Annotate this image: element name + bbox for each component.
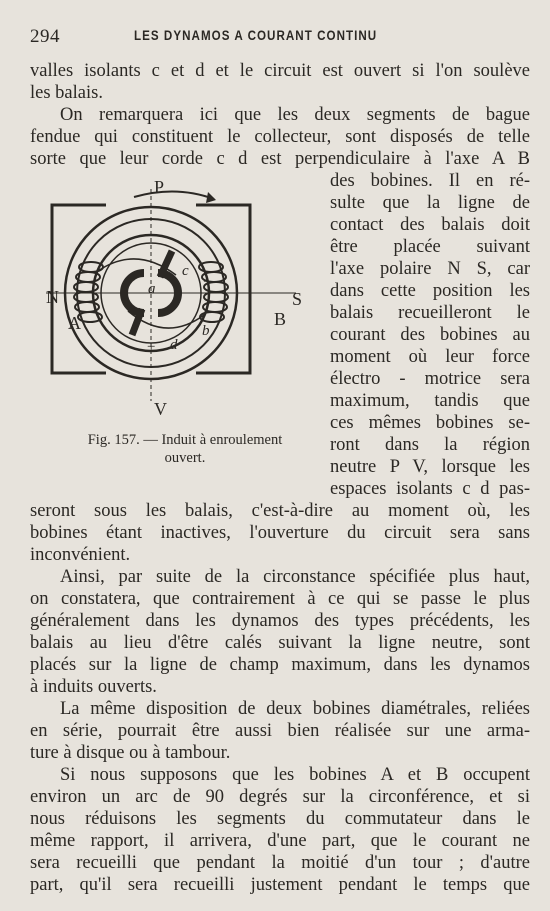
text-line: en série, pourrait être aussi bien réalisée sur une arma-	[30, 721, 530, 741]
label-c: c	[182, 263, 189, 279]
text-line: part, qu'il sera recueilli justement pendant le temps que	[30, 875, 530, 895]
text-line: dans cette position les	[330, 281, 530, 301]
running-title: LES DYNAMOS A COURANT CONTINU	[134, 28, 378, 43]
caption-line: Fig. 157. — Induit à enroulement	[87, 432, 283, 448]
text-line: balais recueilleront le	[330, 303, 530, 323]
text-line: maximum, tandis que	[330, 391, 530, 411]
text-line: espaces isolants c d pas-	[330, 479, 530, 499]
page-number: 294	[30, 26, 60, 47]
label-P: P	[154, 177, 165, 197]
label-b: b	[202, 323, 210, 339]
label-V: V	[154, 399, 167, 419]
label-d: d	[170, 337, 178, 353]
text-line: moment où leur force	[330, 347, 530, 367]
text-line: ront dans la région	[330, 435, 530, 455]
label-a: a	[148, 281, 156, 297]
text-line: bobines étant inactives, l'ouverture du circuit sera sans	[30, 523, 530, 543]
text-line: être placée suivant	[330, 237, 530, 257]
text-line: inconvénient.	[30, 545, 131, 565]
text-line: courant des bobines au	[330, 325, 530, 345]
text-line: On remarquera ici que les deux segments de bague	[60, 105, 530, 125]
text-line: fendue qui constituent le collecteur, sont disposés de telle	[30, 127, 530, 147]
text-line: neutre P V, lorsque les	[330, 457, 530, 477]
text-line: ces mêmes bobines se-	[330, 413, 530, 433]
text-line: La même disposition de deux bobines diamétrales, reliées	[60, 699, 530, 719]
caption-line: ouvert.	[164, 450, 206, 466]
text-line: des bobines. Il en ré-	[330, 171, 530, 191]
text-line: placés sur la ligne de champ maximum, dans les dynamos	[30, 655, 530, 675]
label-A: A	[68, 313, 81, 333]
label-plus: +	[146, 339, 157, 355]
text-line: environ un arc de 90 degrés sur la circonférence, et si	[30, 787, 530, 807]
text-line: électro - motrice sera	[330, 369, 530, 389]
text-line: même rapport, il arrivera, d'une part, que le courant ne	[30, 831, 530, 851]
text-line: seront sous les balais, c'est-à-dire au moment où, les	[30, 501, 530, 521]
text-line: Ainsi, par suite de la circonstance spécifiée plus haut,	[60, 567, 530, 587]
label-S: S	[292, 289, 303, 309]
text-line: les balais.	[30, 83, 103, 103]
text-line: sorte que leur corde c d est perpendiculaire à l'axe A B	[30, 149, 530, 169]
page-header	[30, 22, 530, 48]
text-line: généralement dans les dynamos des types précédents, les	[30, 611, 530, 631]
label-B: B	[274, 309, 287, 329]
dynamo-figure	[36, 175, 326, 475]
text-line: à induits ouverts.	[30, 677, 157, 697]
text-line: l'axe polaire N S, car	[330, 259, 530, 279]
text-line: balais au lieu d'être calés suivant la ligne neutre, sont	[30, 633, 530, 653]
text-line: Si nous supposons que les bobines A et B occupent	[60, 765, 530, 785]
label-minus: –	[204, 273, 212, 289]
text-line: nous réduisons les segments du commutateur dans le	[30, 809, 530, 829]
text-line: ture à disque ou à tambour.	[30, 743, 231, 763]
text-line: sera recueilli que pendant la moitié d'un tour ; d'autre	[30, 853, 530, 873]
text-line: contact des balais doit	[330, 215, 530, 235]
figure-caption	[40, 431, 330, 467]
text-line: valles isolants c et d et le circuit est ouvert si l'on soulève	[30, 61, 530, 81]
text-line: on constatera, que contrairement à ce qui se passe le plus	[30, 589, 530, 609]
text-line: sulte que la ligne de	[330, 193, 530, 213]
label-N: N	[46, 287, 59, 307]
